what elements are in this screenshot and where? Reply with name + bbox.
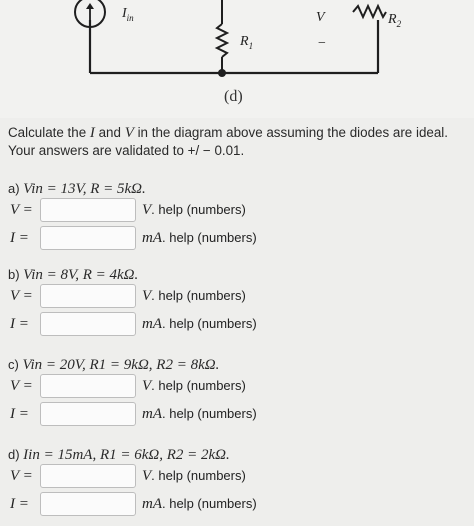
part-a-v-input[interactable]	[40, 198, 136, 222]
v-variable-label: V =	[10, 468, 33, 484]
part-d-v-unit: V. help (numbers)	[142, 468, 246, 484]
part-a-i-input[interactable]	[40, 226, 136, 250]
part-a-v-help-link[interactable]: . help (numbers)	[151, 202, 246, 217]
part-c-i-input[interactable]	[40, 402, 136, 426]
v-variable-label: V =	[10, 378, 33, 394]
r2-label: $R_2$	[388, 12, 402, 29]
part-b	[8, 266, 468, 340]
part-b-i-help-link[interactable]: . help (numbers)	[162, 316, 257, 331]
part-c-v-help-link[interactable]: . help (numbers)	[151, 378, 246, 393]
part-c-header: c) Vin = 20V, R1 = 9kΩ, R2 = 8kΩ.	[8, 357, 220, 373]
resistor-r2-icon	[353, 6, 386, 17]
part-a-i-row	[8, 226, 468, 254]
i-variable-label: I =	[10, 496, 29, 512]
part-d-i-unit: mA. help (numbers)	[142, 496, 257, 512]
part-b-header: b) Vin = 8V, R = 4kΩ.	[8, 267, 139, 283]
v-label: V	[316, 10, 325, 25]
part-c-v-unit: V. help (numbers)	[142, 378, 246, 394]
i-variable-label: I =	[10, 316, 29, 332]
part-a-i-unit: mA. help (numbers)	[142, 230, 257, 246]
resistor-r1-icon	[217, 24, 227, 57]
question-intro	[8, 124, 468, 160]
part-d-v-help-link[interactable]: . help (numbers)	[151, 468, 246, 483]
part-d-v-row	[8, 464, 468, 492]
part-d	[8, 446, 468, 520]
part-b-i-unit: mA. help (numbers)	[142, 316, 257, 332]
part-a-i-help-link[interactable]: . help (numbers)	[162, 230, 257, 245]
part-d-v-input[interactable]	[40, 464, 136, 488]
figure-caption: (d)	[224, 88, 243, 105]
part-a-v-row	[8, 198, 468, 226]
current-arrow-head	[86, 3, 94, 9]
part-b-i-row	[8, 312, 468, 340]
part-b-i-input[interactable]	[40, 312, 136, 336]
part-b-v-unit: V. help (numbers)	[142, 288, 246, 304]
part-a-header: a) Vin = 13V, R = 5kΩ.	[8, 181, 146, 197]
part-a-v-unit: V. help (numbers)	[142, 202, 246, 218]
part-c	[8, 356, 468, 430]
part-d-header: d) Iin = 15mA, R1 = 6kΩ, R2 = 2kΩ.	[8, 447, 230, 463]
v-minus-sign: −	[318, 36, 326, 51]
part-c-i-row	[8, 402, 468, 430]
current-source-label: $I_{in}$	[122, 6, 134, 23]
part-b-v-row	[8, 284, 468, 312]
v-variable-label: V =	[10, 202, 33, 218]
intro-line-1: Calculate the I and V in the diagram above assuming the diodes are ideal.	[8, 125, 448, 141]
circuit-diagram	[0, 0, 474, 118]
part-d-i-input[interactable]	[40, 492, 136, 516]
intro-line-2: Your answers are validated to +/ − 0.01.	[8, 143, 245, 158]
i-variable-label: I =	[10, 406, 29, 422]
v-variable-label: V =	[10, 288, 33, 304]
part-b-v-help-link[interactable]: . help (numbers)	[151, 288, 246, 303]
part-d-i-row	[8, 492, 468, 520]
part-c-i-unit: mA. help (numbers)	[142, 406, 257, 422]
part-c-v-row	[8, 374, 468, 402]
part-c-v-input[interactable]	[40, 374, 136, 398]
r1-label: $R_1$	[240, 34, 254, 51]
i-variable-label: I =	[10, 230, 29, 246]
part-a	[8, 180, 468, 254]
part-d-i-help-link[interactable]: . help (numbers)	[162, 496, 257, 511]
junction-node	[218, 69, 226, 77]
part-c-i-help-link[interactable]: . help (numbers)	[162, 406, 257, 421]
part-b-v-input[interactable]	[40, 284, 136, 308]
